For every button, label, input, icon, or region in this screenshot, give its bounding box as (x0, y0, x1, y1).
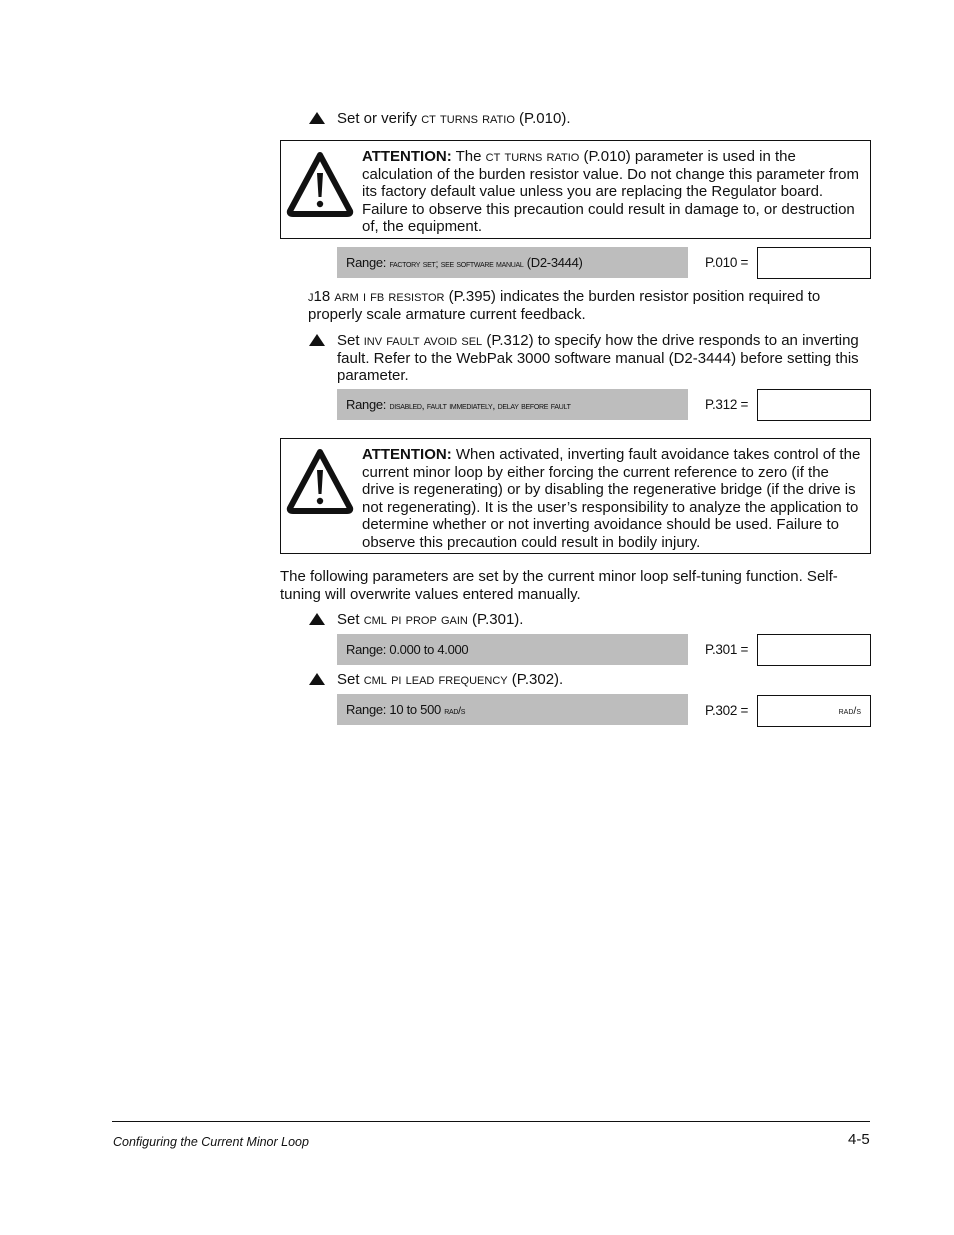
warning-triangle-icon (286, 151, 354, 217)
bullet-triangle-icon (309, 112, 325, 124)
param-label-p302: P.302 = (705, 703, 749, 718)
value-entry-box-p010[interactable] (757, 247, 871, 279)
bullet-triangle-icon (309, 613, 325, 625)
value-entry-box-p301[interactable] (757, 634, 871, 666)
value-entry-box-p302[interactable] (757, 695, 871, 727)
warning-triangle-icon (286, 448, 354, 514)
step-set-cml-pi-lead-frequency: Set cml pi lead frequency (P.302). (337, 671, 564, 688)
attention-box-ct-turns-ratio (280, 140, 871, 239)
param-label-p312: P.312 = (705, 397, 749, 412)
value-entry-box-p312[interactable] (757, 389, 871, 421)
step-verify-ct-turns-ratio: Set or verify ct turns ratio (P.010). (337, 110, 571, 127)
bullet-triangle-icon (309, 673, 325, 685)
range-bar-p312: Range: disabled, fault immediately, delay before fault (337, 389, 688, 420)
range-bar-p301: Range: 0.000 to 4.000 (337, 634, 688, 665)
unit-label: rad/s (838, 705, 861, 717)
param-label-p301: P.301 = (705, 642, 749, 657)
attention-box-inverting-fault (280, 438, 871, 554)
footer-section-title: Configuring the Current Minor Loop (113, 1135, 309, 1149)
paragraph-burden-resistor: j18 arm i fb resistor (P.395) indicates the burden resistor position required to properly scale armature current feedback. (308, 288, 821, 323)
step-set-inv-fault-avoid-sel: Set inv fault avoid sel (P.312) to specify how the drive responds to an inverting fault. Refer to the WebPak 3000 software manual (D2-3444) before setting this parameter. (337, 332, 859, 384)
step-set-cml-pi-prop-gain: Set cml pi prop gain (P.301). (337, 611, 524, 628)
bullet-triangle-icon (309, 334, 325, 346)
param-label-p010: P.010 = (705, 255, 749, 270)
page-number: 4-5 (848, 1131, 870, 1148)
range-bar-p010: Range: factory set; see software manual (D2-3444) (337, 247, 688, 278)
attention-text: ATTENTION: When activated, inverting fault avoidance takes control of the current minor loop by either forcing the current reference to zero (if the drive is regenerating) or by disabling the regenerative bridge (if the drive is not regenerating). It is the user’s responsibility to analyze the application to determine whether or not inverting avoidance should be used. Failure to observe this precaution could result in bodily injury. (362, 446, 861, 551)
paragraph-self-tuning: The following parameters are set by the current minor loop self-tuning function. Self-tuning will overwrite values entered manually. (280, 568, 838, 603)
range-bar-p302: Range: 10 to 500 rad/s (337, 694, 688, 725)
attention-text: ATTENTION: The ct turns ratio (P.010) parameter is used in the calculation of the burden resistor value. Do not change this parameter from its factory default value unless you are replacing the Regulator board. Failure to observe this precaution could result in damage to, or destruction of, the equipment. (362, 148, 859, 235)
footer-rule (112, 1121, 870, 1122)
